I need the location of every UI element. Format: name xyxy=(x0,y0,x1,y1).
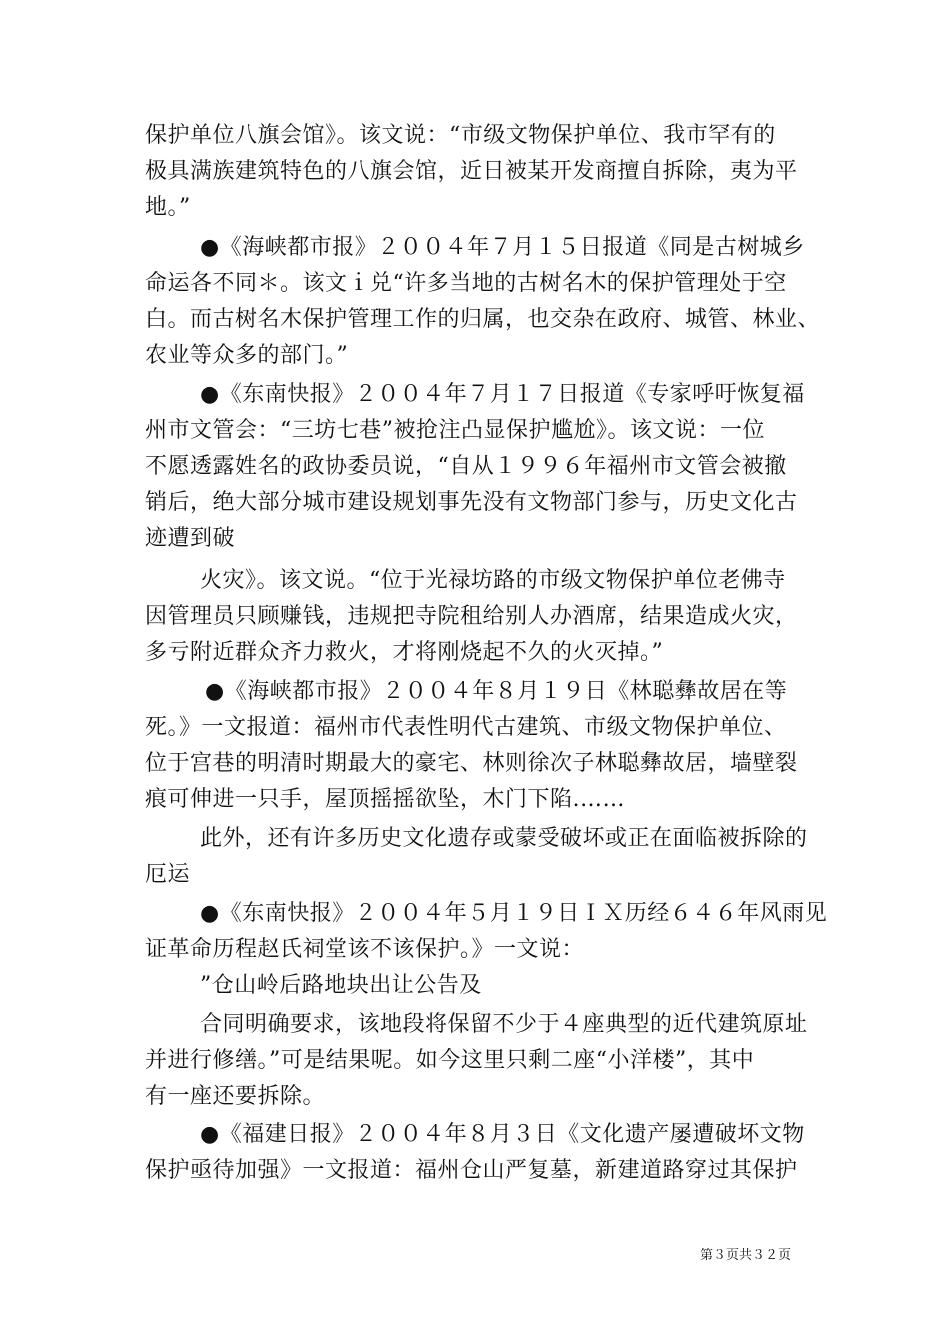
text-line: 州市文管会：“三坊七巷”被抢注凸显保护尴尬》。该文说：一位 xyxy=(145,418,765,443)
text-line: 证革命历程赵氏祠堂该不该保护。》一文说： xyxy=(145,937,585,962)
text-line: 地。” xyxy=(145,195,191,220)
text-line: ●《福建日报》２００４年８月３日《文化遗产屡遭破坏文物 xyxy=(200,1122,805,1147)
text-line: 多亏附近群众齐力救火，才将刚烧起不久的火灭掉。” xyxy=(145,640,664,665)
text-line: 不愿透露姓名的政协委员说，“自从１９９６年福州市文管会被撤 xyxy=(145,454,787,479)
text-line: 此外，还有许多历史文化遗存或蒙受破坏或正在面临被拆除的 xyxy=(200,826,808,851)
text-line: 痕可伸进一只手，屋顶摇摇欲坠，木门下陷.…… xyxy=(145,787,625,812)
text-line: 因管理员只顾赚钱，违规把寺院租给别人办酒席，结果造成火灾， xyxy=(145,604,798,629)
text-line: 保护亟待加强》一文报道：福州仓山严复墓，新建道路穿过其保护 xyxy=(145,1158,798,1183)
text-line: 极具满族建筑特色的八旗会馆，近日被某开发商擅自拆除，夷为平 xyxy=(145,159,798,184)
text-line: ●《东南快报》２００４年５月１９日ＩＸ历经６４６年风雨见 xyxy=(200,901,828,926)
text-line: 保护单位八旗会馆》。该文说：“市级文物保护单位、我市罕有的 xyxy=(145,123,776,148)
page-number: 第３页共３２页 xyxy=(700,1248,792,1263)
text-line: 位于宫巷的明清时期最大的豪宅、林则徐次子林聪彝故居，墙壁裂 xyxy=(145,751,798,776)
text-line: ●《海峡都市报》２００４年８月１９日《林聪彝故居在等 xyxy=(205,679,788,704)
text-line: ●《东南快报》２００４年７月１７日报道《专家呼吁恢复福 xyxy=(200,382,805,407)
text-line: 销后，绝大部分城市建设规划事先没有文物部门参与，历史文化古 xyxy=(145,490,798,515)
text-line: ”仓山岭后路地块出让公告及 xyxy=(200,973,482,998)
text-line: 并进行修缮。”可是结果呢。如今这里只剩二座“小洋楼”，其中 xyxy=(145,1048,755,1073)
text-line: 火灾》。该文说。“位于光禄坊路的市级文物保护单位老佛寺 xyxy=(200,568,786,593)
text-line: 合同明确要求，该地段将保留不少于４座典型的近代建筑原址 xyxy=(200,1012,808,1037)
text-line: 有一座还要拆除。 xyxy=(145,1084,326,1109)
text-line: 白。而古树名木保护管理工作的归属，也交杂在政府、城管、林业、 xyxy=(145,307,821,332)
text-line: ●《海峡都市报》２００４年７月１５日报道《同是古树城乡 xyxy=(200,235,805,260)
text-line: 农业等众多的部门。” xyxy=(145,343,349,368)
text-line: 死。》一文报道：福州市代表性明代古建筑、市级文物保护单位、 xyxy=(145,715,787,740)
text-line: 迹遭到破 xyxy=(145,526,236,551)
text-line: 厄运 xyxy=(145,862,191,887)
text-line: 命运各不同＊。该文ｉ兑“许多当地的古树名木的保护管理处于空 xyxy=(145,271,787,296)
